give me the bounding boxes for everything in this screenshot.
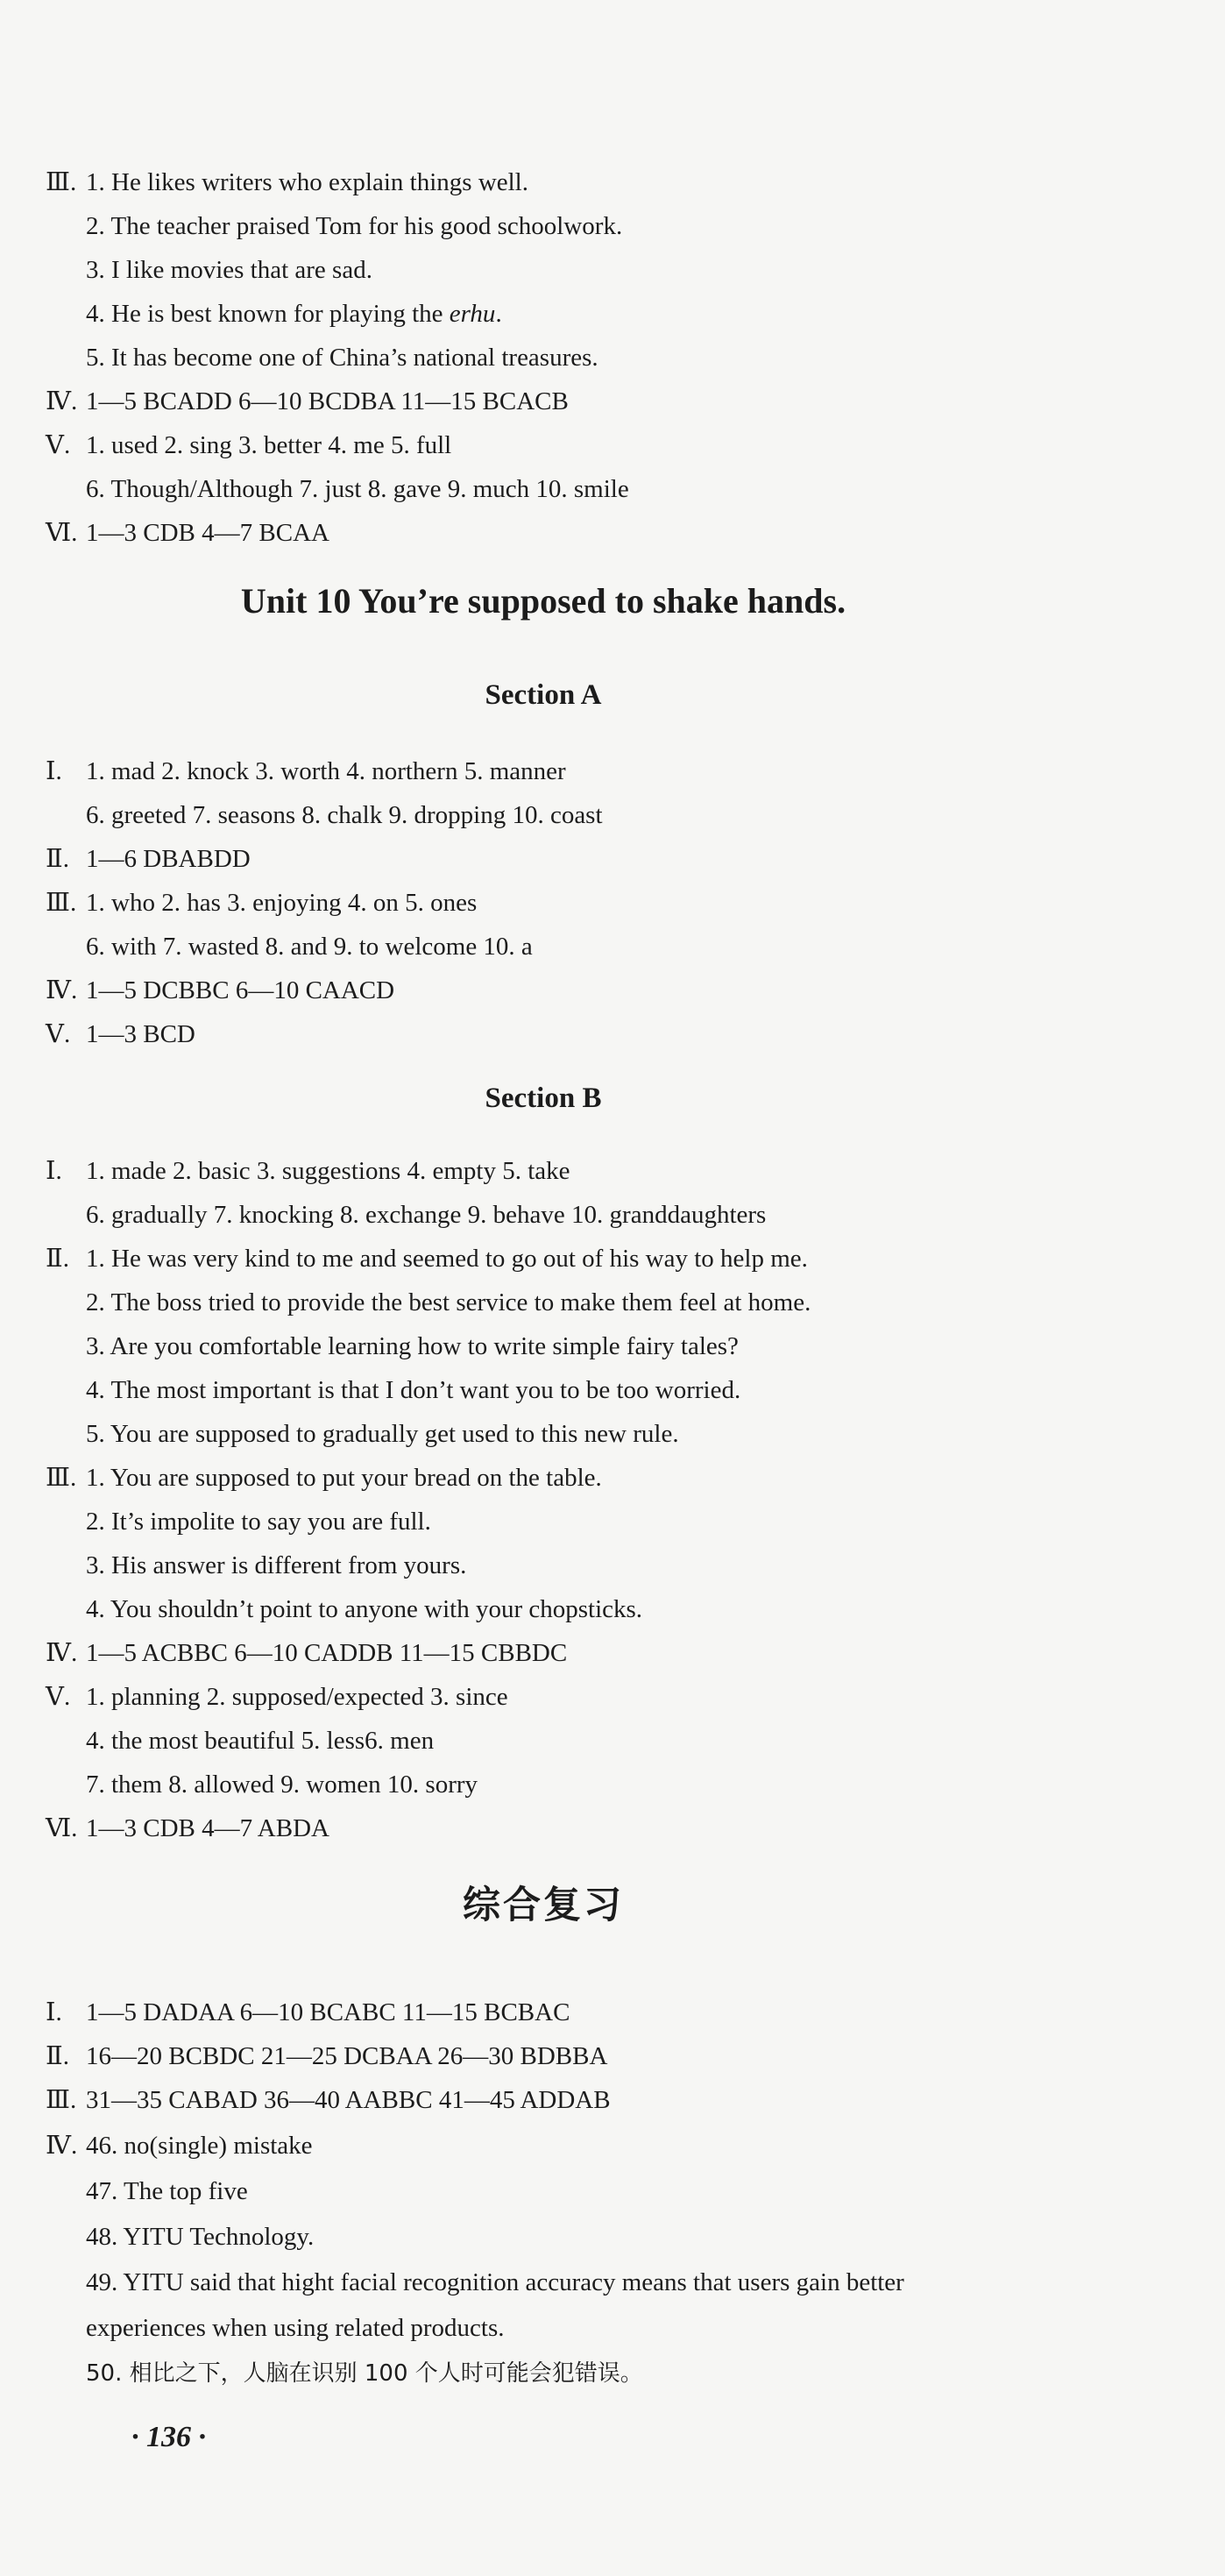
answer-line: 6. Though/Although 7. just 8. gave 9. much 10. smile	[86, 475, 629, 503]
section-marker: Ⅰ.	[46, 757, 62, 785]
answer-line: 4. The most important is that I don’t want you to be too worried.	[86, 1376, 741, 1404]
answer-line: 47. The top five	[86, 2177, 248, 2205]
answer-line: 6. with 7. wasted 8. and 9. to welcome 10. a	[86, 933, 533, 961]
section-marker: Ⅴ.	[46, 1020, 71, 1048]
page-number: · 136 ·	[131, 2421, 206, 2453]
answer-line: Ⅳ. 1—5 ACBBC 6—10 CADDB 11—15 CBBDC	[46, 1639, 568, 1667]
answer-line: Ⅳ. 1—5 BCADD 6—10 BCDBA 11—15 BCACB	[46, 387, 569, 415]
answer-line: 5. It has become one of China’s national treasures.	[86, 344, 598, 372]
answer-line: 50. 相比之下，人脑在识别 100 个人时可能会犯错误。	[86, 2360, 643, 2387]
answer-line: Ⅳ. 46. no(single) mistake	[46, 2132, 313, 2160]
section-marker: Ⅰ.	[46, 1998, 62, 2026]
section-marker: Ⅳ.	[46, 387, 78, 415]
review-title: 综合复习	[463, 1884, 624, 1927]
answer-line: Ⅵ. 1—3 CDB 4—7 BCAA	[46, 519, 329, 547]
answer-line: Ⅴ. 1—3 BCD	[46, 1020, 195, 1048]
section-marker: Ⅱ.	[46, 1245, 69, 1273]
section-marker: Ⅳ.	[46, 976, 78, 1004]
answer-line: experiences when using related products.	[86, 2314, 505, 2342]
section-marker: Ⅵ.	[46, 1814, 78, 1842]
answer-line: 3. I like movies that are sad.	[86, 256, 372, 284]
section-marker: Ⅴ.	[46, 1683, 71, 1711]
answer-line: Ⅴ. 1. used 2. sing 3. better 4. me 5. full	[46, 431, 452, 459]
section-marker: Ⅲ.	[46, 168, 77, 196]
answer-line: Ⅵ. 1—3 CDB 4—7 ABDA	[46, 1814, 329, 1842]
answer-line: 4. He is best known for playing the erhu.	[86, 300, 502, 328]
answer-line: 3. His answer is different from yours.	[86, 1551, 467, 1579]
answer-line: Ⅰ. 1. mad 2. knock 3. worth 4. northern 5. manner	[46, 757, 566, 785]
answer-line: 6. greeted 7. seasons 8. chalk 9. dropping 10. coast	[86, 801, 603, 829]
answer-line: Ⅰ. 1. made 2. basic 3. suggestions 4. empty 5. take	[46, 1157, 570, 1185]
section-marker: Ⅲ.	[46, 889, 77, 917]
unit-title: Unit 10 You’re supposed to shake hands.	[240, 581, 846, 621]
answer-line: 49. YITU said that hight facial recognition accuracy means that users gain better	[86, 2268, 904, 2296]
answer-line: 2. It’s impolite to say you are full.	[86, 1508, 431, 1536]
answer-line: 2. The boss tried to provide the best service to make them feel at home.	[86, 1288, 811, 1316]
answer-line: Ⅲ. 31—35 CABAD 36—40 AABBC 41—45 ADDAB	[46, 2086, 611, 2114]
answer-line: 7. them 8. allowed 9. women 10. sorry	[86, 1771, 478, 1799]
answer-line: Ⅰ. 1—5 DADAA 6—10 BCABC 11—15 BCBAC	[46, 1998, 570, 2026]
answer-line: 5. You are supposed to gradually get used to this new rule.	[86, 1420, 679, 1448]
section-marker: Ⅰ.	[46, 1157, 62, 1185]
answer-line: Ⅴ. 1. planning 2. supposed/expected 3. since	[46, 1683, 508, 1711]
answer-line: Ⅲ. 1. who 2. has 3. enjoying 4. on 5. ones	[46, 889, 478, 917]
section-marker: Ⅱ.	[46, 2042, 69, 2070]
section-title: Section B	[485, 1082, 602, 1114]
section-marker: Ⅴ.	[46, 431, 71, 459]
answer-line: Ⅱ. 16—20 BCBDC 21—25 DCBAA 26—30 BDBBA	[46, 2042, 608, 2070]
answer-line: Ⅱ. 1—6 DBABDD	[46, 845, 251, 873]
answer-line: Ⅳ. 1—5 DCBBC 6—10 CAACD	[46, 976, 395, 1004]
answer-line: 6. gradually 7. knocking 8. exchange 9. behave 10. granddaughters	[86, 1201, 767, 1229]
section-title: Section A	[485, 679, 602, 711]
section-marker: Ⅱ.	[46, 845, 69, 873]
section-marker: Ⅳ.	[46, 2132, 78, 2160]
section-marker: Ⅲ.	[46, 2086, 77, 2114]
section-marker: Ⅳ.	[46, 1639, 78, 1667]
answer-line: Ⅱ. 1. He was very kind to me and seemed to go out of his way to help me.	[46, 1245, 808, 1273]
answer-line: 4. You shouldn’t point to anyone with your chopsticks.	[86, 1595, 643, 1623]
answer-line: 48. YITU Technology.	[86, 2223, 315, 2251]
answer-line: Ⅲ. 1. He likes writers who explain things well.	[46, 168, 528, 196]
answer-line: 3. Are you comfortable learning how to write simple fairy tales?	[86, 1332, 739, 1360]
answer-line: 4. the most beautiful 5. less6. men	[86, 1727, 435, 1755]
section-marker: Ⅵ.	[46, 519, 78, 547]
answer-line: Ⅲ. 1. You are supposed to put your bread on the table.	[46, 1464, 602, 1492]
section-marker: Ⅲ.	[46, 1464, 77, 1492]
answer-line: 2. The teacher praised Tom for his good schoolwork.	[86, 212, 623, 240]
